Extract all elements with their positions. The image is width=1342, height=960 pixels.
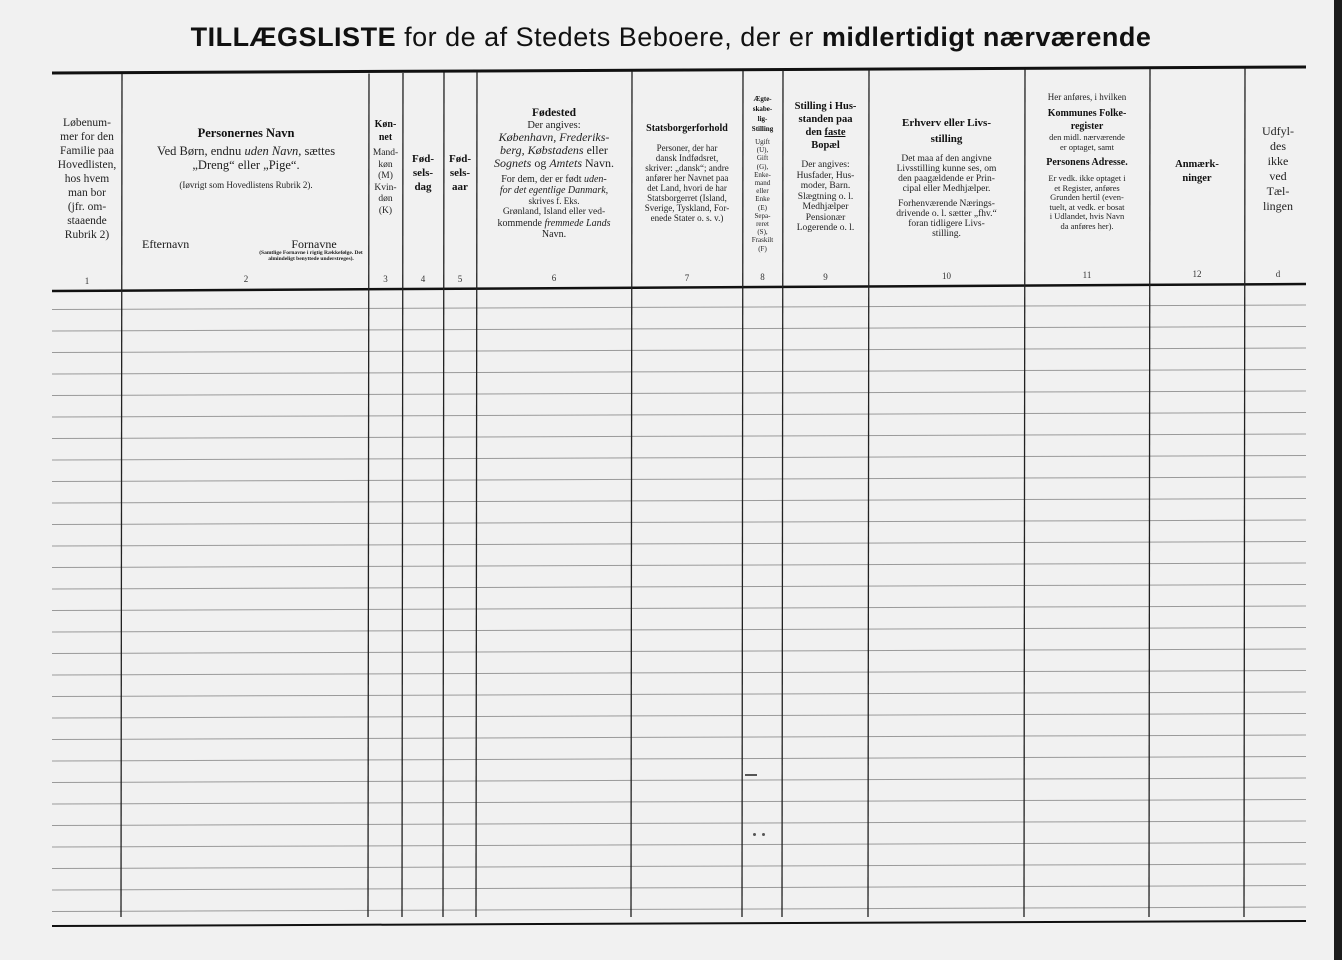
column-1-line: Hovedlisten, [57, 159, 117, 171]
column-5-heading-part: sels- [449, 167, 471, 179]
row-line [52, 649, 1306, 654]
column-11-l3: er optaget, samt [1059, 141, 1115, 152]
row-line [52, 886, 1306, 891]
column-11-l2: den midl. nærværende [1049, 132, 1125, 142]
row-line [52, 800, 1306, 805]
column-1-line: Løbenum- [63, 117, 111, 129]
column-10-line: foran tidligere Livs- [908, 219, 985, 229]
title-main: TILLÆGSLISTE [190, 22, 397, 52]
column-7-heading: Statsborgerforhold [646, 123, 728, 134]
column-2-efternavn: Efternavn [142, 237, 190, 251]
scan-mark [753, 833, 756, 836]
column-2-line2: „Dreng“ eller „Pige“. [192, 158, 300, 172]
column-8-line: mand [754, 179, 771, 188]
column-6-l5a: For dem, der er født [501, 174, 582, 185]
column-6-l6: for det egentlige Danmark, [499, 185, 609, 196]
row-line [52, 671, 1306, 676]
colnum-11: 11 [1082, 270, 1092, 280]
column-1-text [55, 116, 119, 242]
column-11-heading3: Personens Adresse. [1046, 157, 1128, 168]
column-11-l1: Her anføres, i hvilken [1047, 92, 1127, 102]
column-12-heading-part: Anmærk- [1175, 159, 1219, 170]
colnum-d: d [1275, 269, 1281, 279]
column-10-line: cipal eller Medhjælper. [902, 184, 991, 194]
column-10-line: Det maa af den angivne [901, 154, 992, 164]
column-1-line: Rubrik 2) [64, 229, 110, 241]
row-line [52, 821, 1306, 826]
column-6-l9a: kommende [497, 218, 542, 229]
column-1-line: staaende [67, 215, 107, 227]
column-9-text [785, 160, 866, 234]
column-8-line: Fraskilt [751, 236, 774, 245]
column-11-header [1025, 88, 1149, 300]
column-d-line: lingen [1263, 199, 1293, 213]
row-line [52, 778, 1306, 783]
column-10-heading1: Erhverv eller Livs- [902, 117, 991, 129]
row-line [52, 348, 1306, 353]
column-6-l1: Der angives: [527, 120, 581, 131]
column-8-line: (U), [756, 146, 769, 155]
row-line [52, 563, 1306, 568]
column-3-heading [369, 118, 402, 144]
colnum-12: 12 [1192, 269, 1202, 279]
column-2-line1b: uden Navn, [244, 144, 302, 158]
top-rule [52, 67, 1306, 73]
column-1-line: hos hvem [64, 173, 110, 185]
column-9-heading3b: faste [824, 127, 846, 138]
column-8-line: (S), [757, 228, 768, 237]
column-9-heading1: Stilling i Hus- [794, 101, 857, 112]
column-9-line: Logerende o. l. [796, 223, 855, 233]
column-4-heading-part: dag [414, 181, 432, 193]
column-12-heading-part: ninger [1182, 173, 1212, 184]
row-line [52, 456, 1306, 461]
column-6-l4a: Sognets [493, 156, 532, 170]
column-2-fornavne: Fornavne [291, 237, 337, 251]
row-line [52, 391, 1306, 396]
row-line [52, 864, 1306, 869]
column-8-line: (F) [758, 244, 767, 253]
row-line [52, 520, 1306, 525]
scan-edge [1334, 0, 1342, 960]
row-line [52, 735, 1306, 740]
column-6-l3b: eller [586, 143, 608, 157]
column-4-header [403, 152, 443, 364]
column-7-line: det Land, hvori de har [647, 183, 727, 193]
row-line [52, 542, 1306, 547]
column-2-note: (Iøvrigt som Hovedlistens Rubrik 2). [179, 180, 313, 190]
column-8-line: (E) [758, 203, 767, 212]
column-1-line: Familie paa [60, 145, 114, 157]
column-d-line: ikke [1267, 154, 1289, 168]
column-6-l7: skrives f. Eks. [528, 196, 580, 206]
column-11-line: tuelt, at vedk. er bosat [1049, 201, 1125, 212]
column-8-heading [743, 94, 782, 134]
column-8-line: Gift [756, 154, 769, 163]
column-1-header [52, 112, 122, 324]
column-3-line: døn [378, 194, 393, 204]
column-3-line: (K) [378, 205, 393, 216]
column-6-l5 [480, 174, 628, 185]
column-5-heading-part: aar [452, 181, 468, 193]
column-10-line: stilling. [932, 229, 961, 239]
title-middle: for de af Stedets Beboere, der er [404, 22, 814, 52]
scan-mark [745, 774, 757, 776]
colnum-7: 7 [684, 273, 690, 283]
column-6-l5b: uden- [583, 174, 607, 185]
column-10-text [872, 154, 1021, 239]
column-9-heading2: standen paa [798, 114, 853, 125]
column-4-heading [403, 152, 443, 194]
row-line [52, 628, 1306, 633]
column-6-l9 [480, 218, 628, 229]
column-11-line: et Register, anføres [1054, 182, 1120, 193]
column-10-line: drivende o. l. sætter „fhv.“ [896, 209, 997, 219]
column-10-header [869, 110, 1024, 322]
column-2-line1a: Ved Børn, endnu [156, 144, 242, 158]
column-8-line: Enke [755, 195, 770, 204]
row-line [52, 413, 1306, 418]
column-9-heading3a: den [805, 127, 822, 138]
column-1-line: mer for den [60, 131, 114, 143]
column-8-line: Sepa- [754, 211, 771, 220]
column-6-heading: Fødested [531, 107, 577, 119]
column-12-heading [1150, 158, 1244, 186]
column-d-text [1245, 124, 1311, 214]
column-9-line: Husfader, Hus- [796, 170, 855, 181]
column-8-heading-part: lig- [757, 115, 768, 123]
column-11-heading2: register [1070, 121, 1104, 132]
column-11-text [1028, 174, 1146, 231]
column-7-line: Statsborgerret (Island, [647, 193, 727, 203]
colnum-6: 6 [551, 273, 557, 283]
column-1-line: man bor [67, 187, 106, 199]
colnum-5: 5 [457, 274, 463, 284]
scan-mark [762, 833, 765, 836]
colnum-9: 9 [823, 272, 828, 282]
column-2-line1c: sættes [304, 144, 336, 158]
column-4-heading-part: sels- [412, 167, 434, 179]
column-7-header [632, 122, 742, 334]
column-8-line: eller [756, 187, 769, 196]
column-6-l4 [480, 157, 628, 170]
column-3-text [369, 148, 402, 217]
row-line [52, 477, 1306, 482]
column-7-text [634, 143, 740, 223]
row-line [52, 714, 1306, 719]
column-6-l4d: Navn. [585, 156, 614, 170]
column-8-heading-part: Ægte- [753, 95, 772, 103]
column-7-line: dansk Indfødsret, [655, 153, 719, 163]
column-11-line: Er vedk. ikke optaget i [1048, 173, 1126, 183]
column-8-line: Enke- [754, 170, 771, 179]
row-line [52, 370, 1306, 375]
column-8-heading-part: skabe- [752, 105, 773, 113]
colnum-10: 10 [942, 271, 951, 281]
column-9-heading4: Bopæl [811, 140, 840, 151]
column-9-line: Slægtning o. l. [797, 191, 854, 202]
column-10-line: Livsstilling kunne ses, om [896, 164, 997, 174]
column-9-line: Der angives: [801, 160, 850, 170]
column-3-line: Kvin- [374, 182, 397, 193]
column-7-line: Personer, der har [656, 143, 718, 153]
column-9-line: moder, Barn. [800, 181, 851, 191]
column-3-line: (M) [378, 171, 393, 181]
column-11-line: Grunden hertil (even- [1050, 192, 1124, 202]
colnum-8: 8 [760, 272, 765, 282]
row-lines [52, 305, 1306, 912]
row-line [52, 585, 1306, 590]
row-line [52, 499, 1306, 504]
column-6-l9b: fremmede Lands [544, 218, 611, 229]
column-d-line: Tæl- [1266, 184, 1290, 198]
column-3-heading-part: net [378, 132, 393, 143]
column-10-heading2: stilling [930, 133, 963, 145]
column-5-header [444, 152, 476, 364]
column-d-line: Udfyl- [1262, 124, 1294, 138]
column-4-heading-part: Fød- [412, 153, 434, 165]
row-line [52, 757, 1306, 762]
column-1-line: (jfr. om- [67, 201, 107, 213]
column-10-line: Forhenværende Nærings- [898, 199, 995, 209]
column-d-line: des [1270, 139, 1286, 153]
column-6-l2: København, Frederiks- [498, 130, 610, 144]
column-11-line: da anføres her). [1060, 220, 1114, 231]
column-5-heading-part: Fød- [449, 153, 471, 165]
row-line [52, 606, 1306, 611]
row-line [52, 692, 1306, 697]
column-6-header [477, 103, 631, 315]
column-8-line: Ugift [755, 138, 770, 146]
column-9-line: Medhjælper [802, 202, 849, 212]
column-6-l4c: Amtets [549, 156, 582, 170]
column-9-line: Pensionær [805, 212, 846, 223]
column-6-l4b: og [534, 156, 547, 170]
row-line [52, 907, 1306, 912]
column-2-fornavne-note: (Samtlige Fornavne i rigtig Rækkefølge. Det almindeligt benyttede understreges). [259, 250, 363, 262]
bottom-rule [52, 921, 1306, 926]
colnum-1: 1 [84, 276, 90, 286]
column-12-header [1150, 158, 1244, 370]
column-3-line: køn [378, 159, 393, 170]
column-10-line: den paagældende er Prin- [898, 174, 995, 184]
column-5-heading [444, 152, 476, 194]
column-6-l10: Navn. [541, 229, 567, 240]
row-line [52, 434, 1306, 439]
column-8-line: (G), [756, 162, 769, 171]
column-3-line: Mand- [372, 148, 399, 158]
column-d-header [1245, 124, 1311, 336]
column-11-heading1: Kommunes Folke- [1047, 108, 1127, 119]
column-2-header [124, 122, 368, 334]
column-2-line1 [127, 144, 365, 158]
column-6-l3a: berg, Købstadens [500, 143, 584, 157]
column-7-line: anfører her Navnet paa [645, 173, 729, 183]
column-3-heading-part: Køn- [374, 119, 397, 130]
column-8-heading-part: Stilling [751, 125, 774, 133]
column-9-heading3 [785, 126, 866, 139]
column-3-header [369, 118, 402, 330]
column-7-line: Sverige, Tyskland, For- [644, 203, 730, 213]
column-8-line: reret [756, 220, 769, 229]
column-7-line: skriver: „dansk“; andre [645, 163, 729, 173]
title-end: midlertidigt nærværende [821, 22, 1152, 52]
column-2-heading: Personernes Navn [197, 126, 295, 140]
column-8-text [743, 138, 782, 253]
colnum-4: 4 [420, 274, 426, 284]
column-11-line: i Udlandet, hvis Navn [1049, 211, 1125, 221]
row-line [52, 843, 1306, 848]
colnum-2: 2 [243, 274, 249, 284]
colnum-3: 3 [383, 274, 388, 284]
column-d-line: ved [1269, 169, 1287, 183]
column-6-l8: Grønland, Island eller ved- [502, 207, 606, 217]
column-7-line: enede Stater o. s. v.) [650, 213, 724, 223]
